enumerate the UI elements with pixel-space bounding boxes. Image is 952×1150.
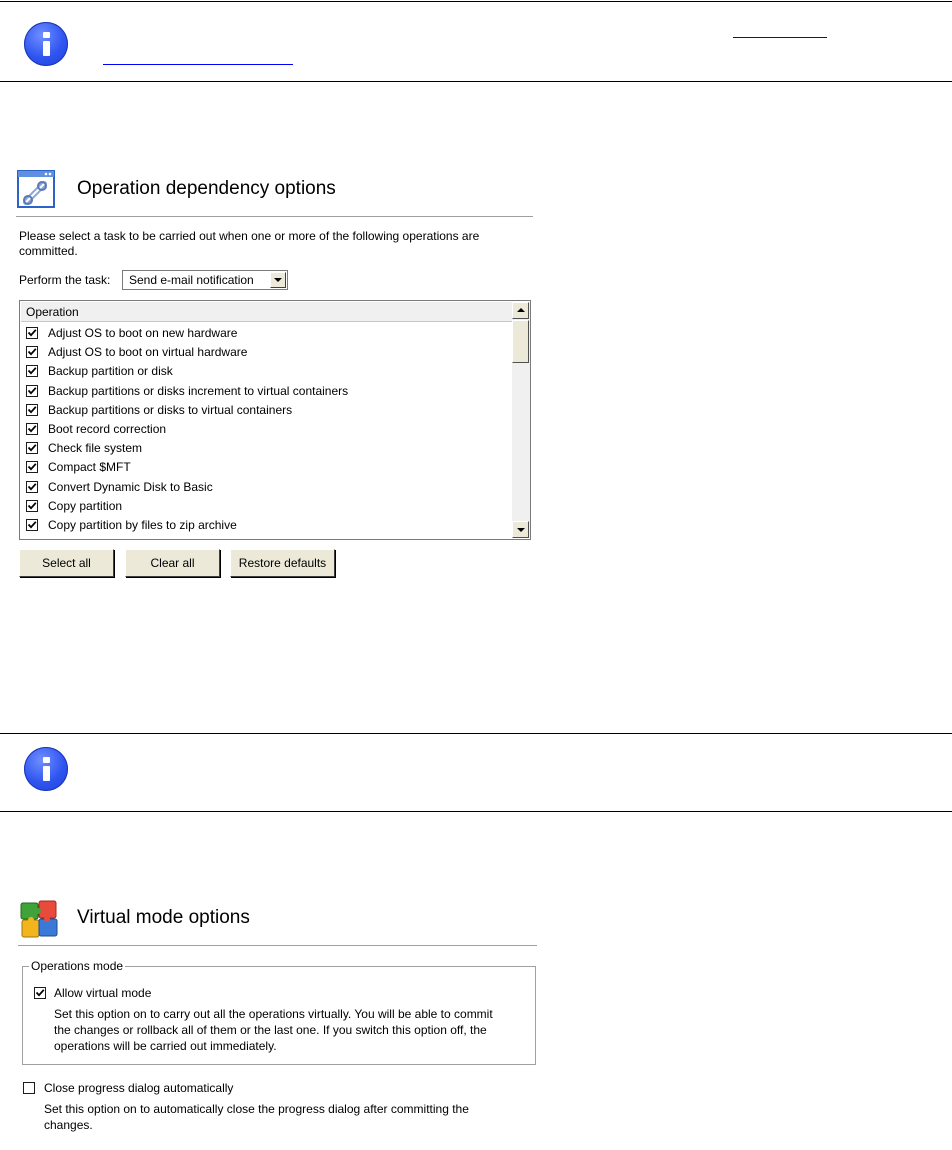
scroll-up-button[interactable] bbox=[512, 302, 529, 319]
allow-virtual-mode-description bbox=[54, 1006, 493, 1054]
operation-checkbox[interactable] bbox=[26, 442, 38, 454]
dependency-intro: Please select a task to be carried out when one or more of the following operations are committed. bbox=[19, 229, 480, 258]
scroll-down-button[interactable] bbox=[512, 521, 529, 538]
restore-defaults-label: Restore defaults bbox=[238, 556, 327, 570]
operation-checkbox[interactable] bbox=[26, 327, 38, 339]
note-link-2[interactable] bbox=[103, 64, 293, 65]
note2-bottom-rule bbox=[0, 811, 952, 812]
operation-checkbox[interactable] bbox=[26, 461, 38, 473]
arrow-down-icon bbox=[517, 528, 525, 532]
perform-task-label: Perform the task: bbox=[19, 273, 111, 287]
operation-label: Backup partition or disk bbox=[48, 364, 173, 379]
close-progress-checkbox[interactable] bbox=[23, 1082, 35, 1094]
operation-label: Check file system bbox=[48, 441, 143, 456]
clear-all-label: Clear all bbox=[150, 556, 195, 570]
operation-checkbox[interactable] bbox=[26, 385, 38, 397]
operation-label: Backup partitions or disks increment to virtual containers bbox=[48, 383, 349, 398]
note-top-rule bbox=[0, 1, 952, 2]
close-progress-description bbox=[44, 1101, 469, 1133]
operation-checkbox[interactable] bbox=[26, 519, 38, 531]
operation-label: Backup partitions or disks to virtual containers bbox=[48, 402, 293, 417]
operations-scrollbar[interactable] bbox=[512, 302, 530, 538]
close-desc-line: Set this option on to automatically close the progress dialog after committing the bbox=[44, 1102, 469, 1116]
allow-virtual-mode-label: Allow virtual mode bbox=[54, 986, 152, 1000]
operations-column-header-label: Operation bbox=[26, 305, 79, 319]
select-all-label: Select all bbox=[42, 556, 91, 570]
allow-virtual-mode-checkbox[interactable] bbox=[34, 987, 46, 999]
dependency-title: Operation dependency options bbox=[77, 178, 336, 199]
allow-desc-line: operations will be carried out immediately. bbox=[54, 1039, 277, 1053]
note2-top-rule bbox=[0, 733, 952, 734]
virtual-title-separator bbox=[18, 945, 537, 946]
dependency-link-icon bbox=[16, 169, 58, 209]
operation-checkbox[interactable] bbox=[26, 500, 38, 512]
info-icon bbox=[24, 22, 68, 66]
virtual-mode-title: Virtual mode options bbox=[77, 907, 250, 928]
note-bottom-rule bbox=[0, 81, 952, 82]
operation-label: Copy partition bbox=[48, 498, 123, 513]
dropdown-button[interactable] bbox=[270, 272, 286, 288]
close-progress-label: Close progress dialog automatically bbox=[44, 1081, 234, 1095]
allow-desc-line: Set this option on to carry out all the operations virtually. You will be able to commit bbox=[54, 1007, 493, 1021]
operation-label: Adjust OS to boot on new hardware bbox=[48, 326, 238, 340]
operation-label: Convert Dynamic Disk to Basic bbox=[48, 479, 213, 494]
operations-column-header[interactable] bbox=[21, 302, 513, 322]
puzzle-icon bbox=[18, 898, 60, 940]
operation-label: Boot record correction bbox=[48, 422, 167, 436]
operations-mode-caption: Operations mode bbox=[31, 959, 124, 973]
chevron-down-icon bbox=[274, 278, 282, 282]
dependency-title-separator bbox=[16, 216, 533, 217]
restore-defaults-button[interactable] bbox=[230, 549, 335, 577]
allow-desc-line: the changes or rollback all of them or the last one. If you switch this option off, the bbox=[54, 1023, 487, 1037]
operation-checkbox[interactable] bbox=[26, 365, 38, 377]
operations-list[interactable] bbox=[19, 300, 531, 540]
close-desc-line: changes. bbox=[44, 1118, 93, 1132]
info-icon bbox=[24, 747, 68, 791]
operation-checkbox[interactable] bbox=[26, 481, 38, 493]
operation-checkbox[interactable] bbox=[26, 346, 38, 358]
operation-checkbox[interactable] bbox=[26, 404, 38, 416]
operation-label: Adjust OS to boot on virtual hardware bbox=[48, 345, 248, 360]
operation-checkbox[interactable] bbox=[26, 423, 38, 435]
perform-task-select[interactable] bbox=[122, 270, 288, 290]
note-link-1[interactable] bbox=[733, 37, 827, 38]
select-all-button[interactable] bbox=[19, 549, 114, 577]
clear-all-button[interactable] bbox=[125, 549, 220, 577]
scroll-thumb[interactable] bbox=[512, 320, 529, 363]
operation-label: Compact $MFT bbox=[48, 460, 131, 475]
operation-label: Copy partition by files to zip archive bbox=[48, 518, 237, 532]
arrow-up-icon bbox=[517, 308, 525, 312]
perform-task-value: Send e-mail notification bbox=[129, 273, 254, 287]
